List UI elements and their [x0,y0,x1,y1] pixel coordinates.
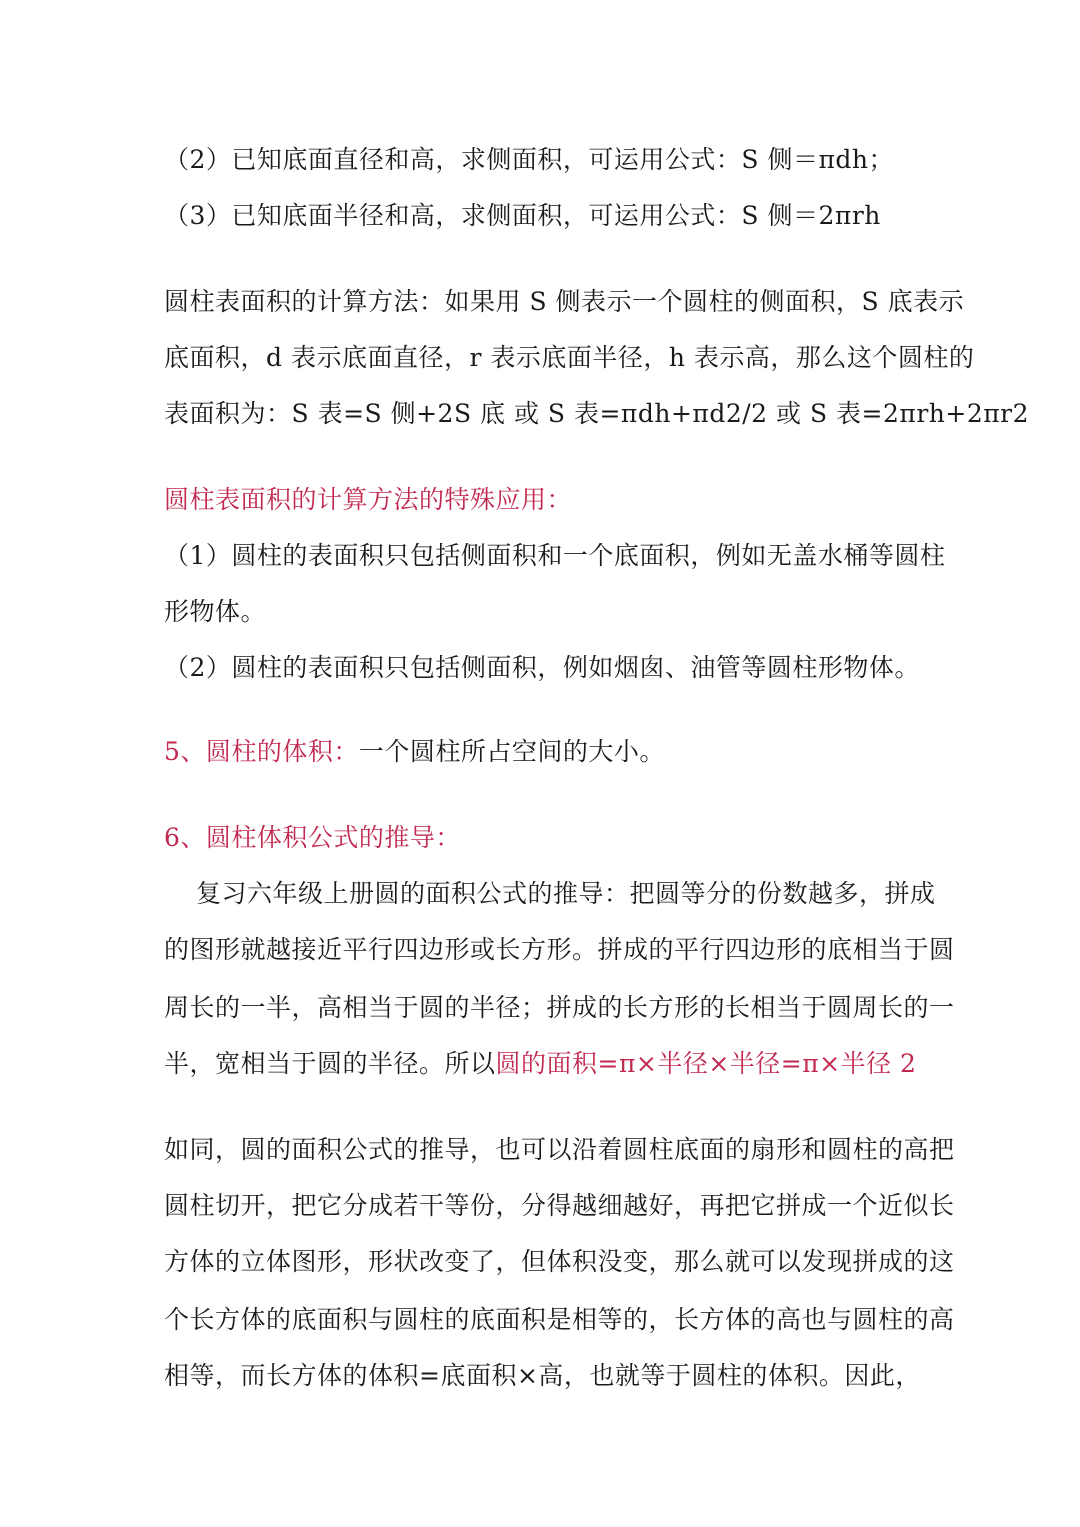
text-line: 表面积为：S 表=S 侧+2S 底 或 S 表=πdh+πd2/2 或 S 表=2πrh+2πr2 [164,399,1030,428]
formula-highlight: 圆的面积=π×半径×半径=π×半径 2 [495,1049,917,1078]
text-line: 如同，圆的面积公式的推导，也可以沿着圆柱底面的扇形和圆柱的高把 [164,1135,955,1164]
section-heading: 圆柱表面积的计算方法的特殊应用： [164,485,573,514]
text-line: 个长方体的底面积与圆柱的底面积是相等的，长方体的高也与圆柱的高 [164,1305,955,1334]
text-line: 形物体。 [164,597,267,626]
text-line: 相等，而长方体的体积=底面积×高，也就等于圆柱的体积。因此， [164,1361,921,1390]
text-line: 圆柱表面积的计算方法：如果用 S 侧表示一个圆柱的侧面积，S 底表示 [164,287,965,316]
text-line: （2）圆柱的表面积只包括侧面积，例如烟囱、油管等圆柱形物体。 [164,653,920,682]
text-line: （3）已知底面半径和高，求侧面积，可运用公式：S 侧＝2πrh [164,201,881,230]
text-line: 圆柱切开，把它分成若干等份，分得越细越好，再把它拼成一个近似长 [164,1191,955,1220]
section-heading: 6、圆柱体积公式的推导： [164,823,461,852]
text-line: （1）圆柱的表面积只包括侧面积和一个底面积，例如无盖水桶等圆柱 [164,541,946,570]
text-line: 周长的一半，高相当于圆的半径；拼成的长方形的长相当于圆周长的一 [164,993,955,1022]
text-line: （2）已知底面直径和高，求侧面积，可运用公式：S 侧＝πdh； [164,145,895,174]
text-line: 的图形就越接近平行四边形或长方形。拼成的平行四边形的底相当于圆 [164,935,955,964]
text-line: 底面积，d 表示底面直径，r 表示底面半径，h 表示高，那么这个圆柱的 [164,343,975,372]
text-line: 方体的立体图形，形状改变了，但体积没变，那么就可以发现拼成的这 [164,1247,955,1276]
text-line: 复习六年级上册圆的面积公式的推导：把圆等分的份数越多，拼成 [196,879,936,908]
section-heading: 5、圆柱的体积：一个圆柱所占空间的大小。 [164,737,665,766]
text-line: 半，宽相当于圆的半径。所以圆的面积=π×半径×半径=π×半径 2 [164,1049,917,1078]
